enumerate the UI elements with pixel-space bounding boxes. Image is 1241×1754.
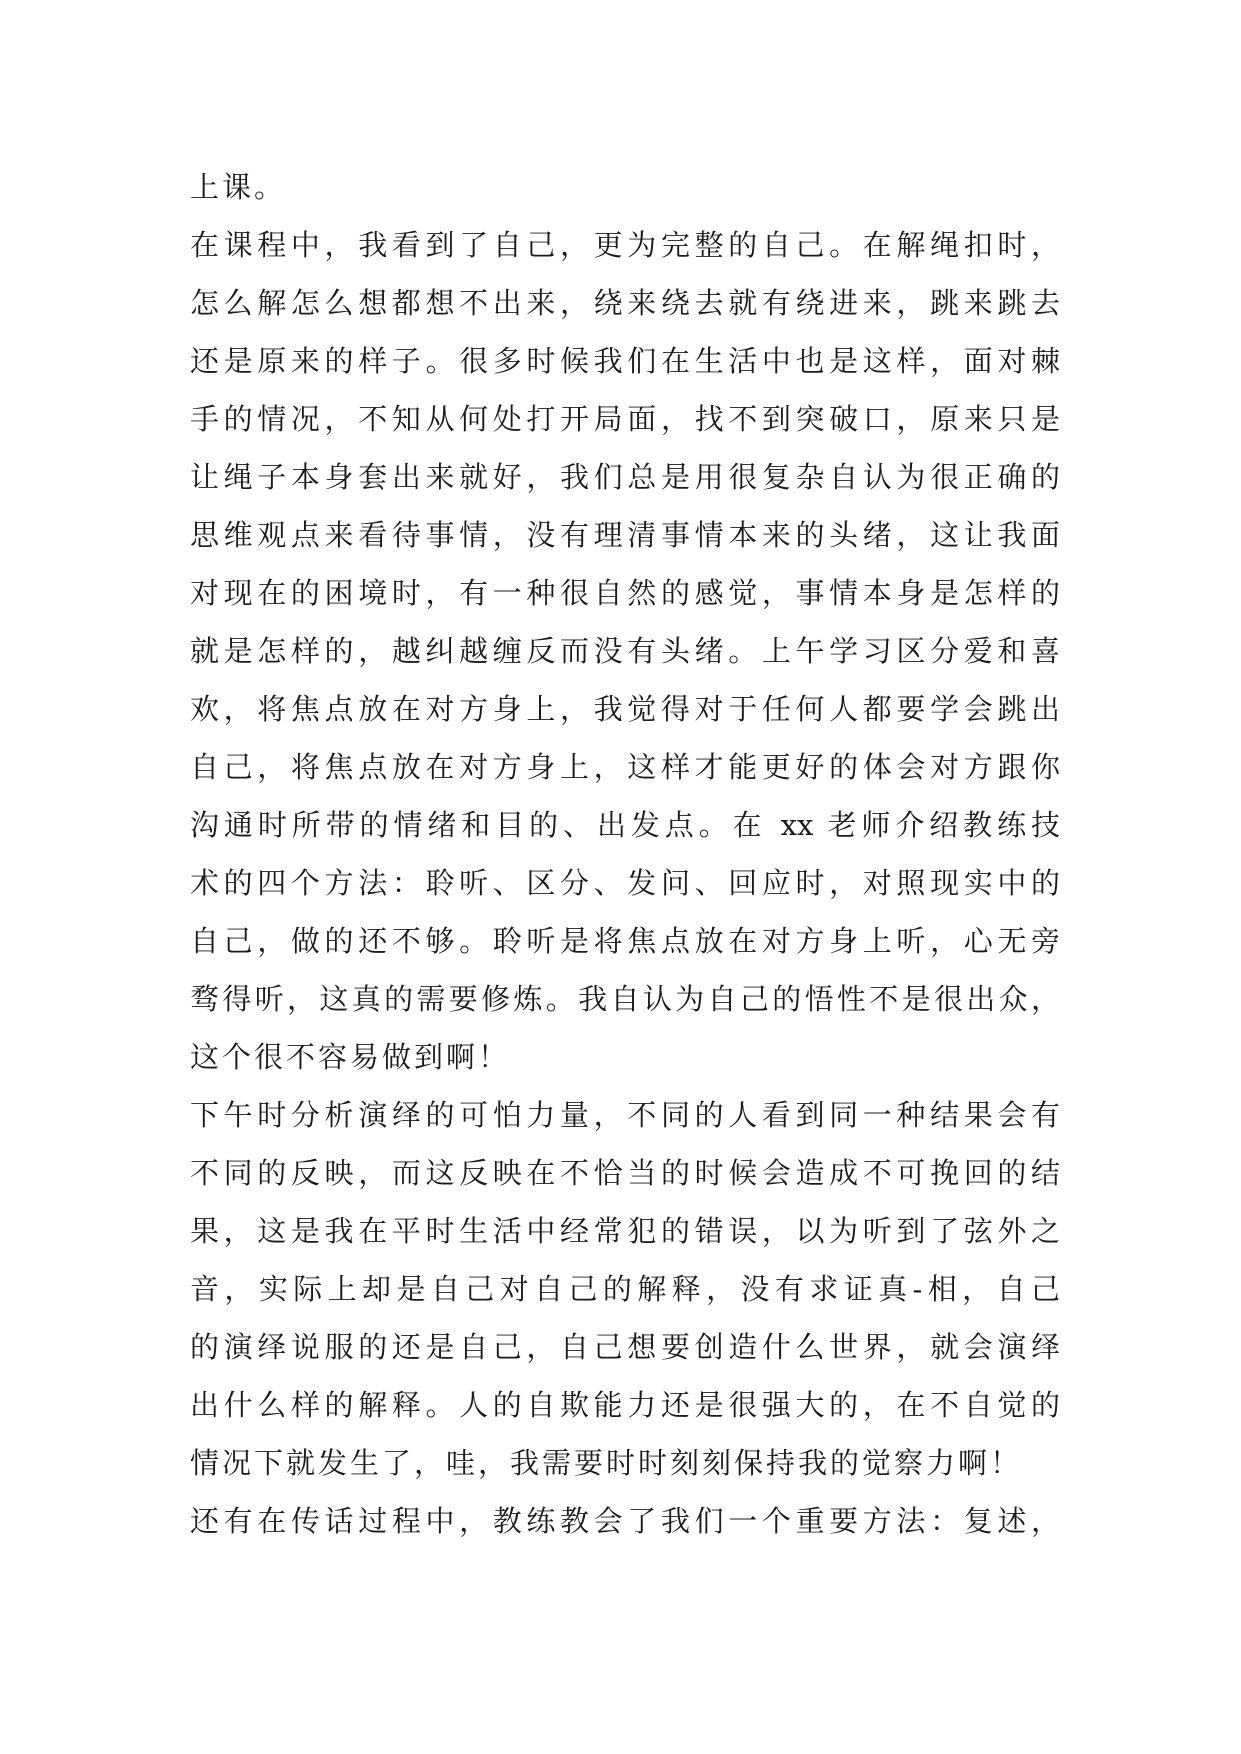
text-line: 情况下就发生了，哇，我需要时时刻刻保持我的觉察力啊！ — [190, 1446, 1023, 1480]
text-line: 骛得听，这真的需要修炼。我自认为自己的悟性不是很出众， — [190, 982, 1060, 1016]
text-line: 自己，做的还不够。聆听是将焦点放在对方身上听，心无旁 — [190, 924, 1060, 958]
text-line: 让绳子本身套出来就好，我们总是用很复杂自认为很正确的 — [190, 460, 1060, 494]
text-line: 还是原来的样子。很多时候我们在生活中也是这样，面对棘 — [190, 344, 1060, 378]
text-line: 就是怎样的，越纠越缠反而没有头绪。上午学习区分爱和喜 — [190, 634, 1060, 668]
text-line: 思维观点来看待事情，没有理清事情本来的头绪，这让我面 — [190, 518, 1060, 552]
text-line: 自己，将焦点放在对方身上，这样才能更好的体会对方跟你 — [190, 750, 1060, 784]
text-line: 音，实际上却是自己对自己的解释，没有求证真-相，自己 — [190, 1272, 1060, 1306]
text-line: 怎么解怎么想都想不出来，绕来绕去就有绕进来，跳来跳去 — [190, 286, 1060, 320]
body-text — [190, 158, 1060, 1550]
text-line: 果，这是我在平时生活中经常犯的错误，以为听到了弦外之 — [190, 1214, 1060, 1248]
text-line: 下午时分析演绎的可怕力量，不同的人看到同一种结果会有 — [190, 1098, 1060, 1132]
text-line: 术的四个方法：聆听、区分、发问、回应时，对照现实中的 — [190, 866, 1060, 900]
text-line: 的演绎说服的还是自己，自己想要创造什么世界，就会演绎 — [190, 1330, 1060, 1364]
text-line: 欢，将焦点放在对方身上，我觉得对于任何人都要学会跳出 — [190, 692, 1060, 726]
text-line: 出什么样的解释。人的自欺能力还是很强大的，在不自觉的 — [190, 1388, 1060, 1422]
text-line: 还有在传话过程中，教练教会了我们一个重要方法：复述， — [190, 1504, 1060, 1538]
text-line: 在课程中，我看到了自己，更为完整的自己。在解绳扣时， — [190, 228, 1060, 262]
text-line: 不同的反映，而这反映在不恰当的时候会造成不可挽回的结 — [190, 1156, 1060, 1190]
text-line: 上课。 — [190, 170, 287, 204]
text-line: 对现在的困境时，有一种很自然的感觉，事情本身是怎样的 — [190, 576, 1060, 610]
text-line: 这个很不容易做到啊！ — [190, 1040, 511, 1074]
text-line: 沟通时所带的情绪和目的、出发点。在 xx 老师介绍教练技 — [190, 808, 1060, 842]
text-line: 手的情况，不知从何处打开局面，找不到突破口，原来只是 — [190, 402, 1060, 436]
